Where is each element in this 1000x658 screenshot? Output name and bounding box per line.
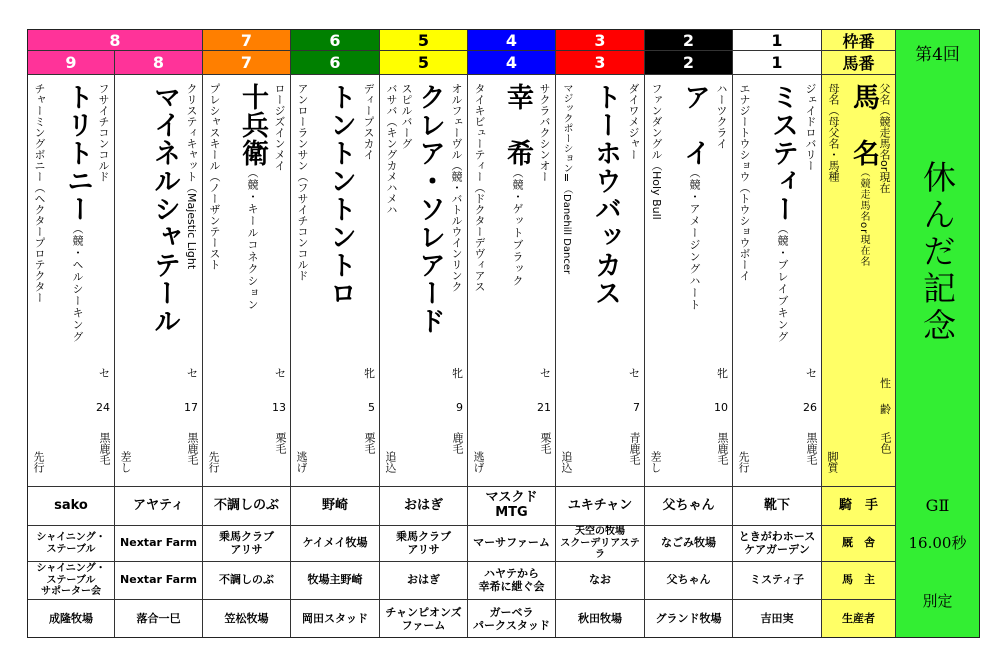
sex: セ [540,367,551,380]
breeder: 岡田スタッド [302,612,368,626]
umaban-header: 1 [733,51,821,75]
sex: 牝 [452,367,463,380]
umaban-header: 3 [556,51,644,75]
legend-body [822,75,895,487]
stable: Nextar Farm [115,526,202,562]
horse-name [763,83,802,343]
race-grade: GⅡ [925,496,950,515]
running-style: 逃げ [295,451,308,473]
entry-column-4 [468,30,556,637]
jockey: ユキチャン [556,487,644,526]
race-time: 16.00秒 [908,534,967,552]
owner: シャイニング・ ステーブル サポーター会 [28,562,114,600]
stable: なごみ牧場 [645,526,732,562]
entry-column-9 [28,30,121,637]
waku-header: 6 [291,30,379,51]
horse-name: マイネルシャテール [149,83,180,335]
waku-header: 8 [28,30,203,51]
coat-color: 黒鹿毛 [805,432,818,465]
umaban-header: 6 [291,51,379,75]
sire-name: ハーツクライ [715,83,728,149]
entry-body [468,75,555,487]
legend-breeder: 生産者 [842,612,875,626]
race-condition: 別定 [922,592,953,610]
coat-color: 栗毛 [274,432,287,454]
waku-header: 7 [203,30,290,51]
age: 24 [96,401,110,414]
dam-name: アンローランサン（フサイチコンコルド [296,83,309,281]
stable: ときがわホース ケアガーデン [733,526,821,562]
legend-coat: 毛色 [879,432,892,454]
breeder: チャンピオンズ ファーム [385,605,462,632]
running-style: 先行 [32,451,45,473]
coat-color: 黒鹿毛 [716,432,729,465]
race-name [896,160,979,460]
stable: 乗馬クラブ アリサ [203,526,290,562]
legend-style: 脚質 [826,451,839,473]
running-style: 差し [119,451,132,473]
jockey: 不調しのぶ [203,487,290,526]
dam-name: エナジートウショウ（トウショウボーイ [738,83,751,281]
coat-color: 鹿毛 [451,432,464,454]
coat-color: 黒鹿毛 [186,432,199,465]
sire-name: ジェイドロバリー [804,83,817,171]
entry-body [203,75,290,487]
owner: 牧場主野崎 [291,562,379,600]
horse-name: トーホウバッカス [590,83,621,307]
owner: 父ちゃん [645,562,732,600]
entry-column-7 [203,30,291,637]
running-style: 逃げ [472,451,485,473]
entry-body [291,75,379,487]
horse-name-text: 幸 希 [502,83,533,167]
sire-name: クリスティキャット（Majestic Light [185,83,198,270]
jockey: 靴下 [733,487,821,526]
age: 9 [456,401,463,414]
sex: 牝 [717,367,728,380]
horse-name [58,83,97,343]
umaban-header: 5 [380,51,467,75]
breeder: ガーベラ パークスタッド [473,605,550,632]
legend-column [822,30,896,637]
sex: 牝 [364,367,375,380]
waku-header: 4 [468,30,555,51]
breeder: 吉田実 [760,612,794,626]
horse-name [675,83,714,311]
legend-umaban: 馬番 [822,51,895,75]
owner: Nextar Farm [115,562,202,600]
legend-horse-text: 馬 名 [848,83,879,167]
horse-name [498,83,537,287]
coat-color: 青鹿毛 [628,432,641,465]
entry-body [733,75,821,487]
jockey: アヤティ [115,487,202,526]
umaban-header: 4 [468,51,555,75]
entry-column-6 [291,30,380,637]
breeder: グランド牧場 [655,612,722,626]
sex: セ [275,367,286,380]
sire-name-2: スピルバーグ [400,83,413,149]
age: 5 [368,401,375,414]
breeder: 秋田牧場 [578,612,622,626]
legend-horse [844,83,883,267]
age: 17 [184,401,198,414]
running-style: 先行 [207,451,220,473]
sire-name: フサイチコンコルド [97,83,110,182]
owner: おはぎ [380,562,467,600]
age: 10 [714,401,728,414]
age: 7 [633,401,640,414]
sex: セ [629,367,640,380]
entry-column-2 [645,30,733,637]
umaban-header: 8 [115,51,202,75]
jockey: 野崎 [291,487,379,526]
stable: マーサファーム [468,526,555,562]
entry-column-8 [115,30,203,637]
owner: 不調しのぶ [203,562,290,600]
horse-name-suffix: （競・ブレイブキング [776,223,789,343]
coat-color: 黒鹿毛 [98,432,111,465]
entry-body [556,75,644,487]
jockey: 父ちゃん [645,487,732,526]
sire-name: オルフェーヴル（競・バトルウインリンク [450,83,463,292]
sire-name: サクラバクシンオー [538,83,551,182]
owner: なお [556,562,644,600]
jockey: おはぎ [380,487,467,526]
race-info-sidebar [896,30,979,637]
entry-body [380,75,467,487]
horse-name [233,83,272,311]
sire-name: ダイワメジャー [627,83,640,160]
coat-color: 栗毛 [363,432,376,454]
sex: セ [187,367,198,380]
waku-header: 5 [380,30,467,51]
horse-name-text: 十兵衛 [237,83,268,167]
legend-dam: 母名（母父名・馬種 [827,83,840,182]
horse-name-suffix: （競・アメージングハート [688,167,701,311]
legend-stable: 厩 舎 [822,526,895,562]
stable: 天空の牧場 スクーデリアステラ [556,526,644,562]
sex: セ [806,367,817,380]
dam-name: タイキビューティー（ドクターデヴィアス [473,83,486,292]
waku-header: 3 [556,30,644,51]
dam-name: マジックポーションⅡ（Danehill Dancer [561,83,572,275]
horse-name-suffix: （競・ヘルシーキング [71,223,84,343]
horse-name: クレア・ソレアード [414,83,445,335]
breeder: 成隆牧場 [49,612,93,626]
breeder: 落合一巳 [136,612,181,626]
waku-header: 2 [645,30,732,51]
stable: 乗馬クラブ アリサ [380,526,467,562]
owner: ハヤテから 幸希に紲ぐ会 [468,562,555,600]
age: 13 [272,401,286,414]
dam-name: バサバ（キングカメハメハ [385,83,398,215]
legend-age: 齢 [880,403,891,416]
dam-name: ファンダングル（Holy Bull [650,83,663,220]
entry-body [645,75,732,487]
race-number: 第4回 [915,45,960,65]
legend-jockey: 騎 手 [822,487,895,526]
stable: シャイニング・ ステーブル [28,526,114,562]
breeder: 笠松牧場 [224,612,269,626]
sire-name: ディープスカイ [362,83,375,160]
horse-name-suffix: （競・ゲットブラック [511,167,524,287]
race-name-text: 休んだ記念 [918,160,957,345]
jockey: sako [28,487,114,526]
owner: ミスティ子 [733,562,821,600]
stable: ケイメイ牧場 [291,526,379,562]
running-style: 差し [649,451,662,473]
umaban-header: 7 [203,51,290,75]
legend-owner: 馬 主 [822,562,895,600]
legend-horse-suffix: （競走馬名or現在名 [858,167,869,268]
entry-body [115,75,202,487]
horse-name-text: ミスティー [767,83,798,223]
entry-column-3 [556,30,645,637]
horse-name: トントントントロ [325,83,356,307]
jockey: マスクド MTG [468,487,555,526]
coat-color: 栗毛 [539,432,552,454]
entry-column-5 [380,30,468,637]
running-style: 先行 [737,451,750,473]
age: 26 [803,401,817,414]
sex: セ [99,367,110,380]
running-style: 追込 [384,451,397,473]
horse-name-suffix: （競・キールコネクション [246,167,259,311]
umaban-header: 2 [645,51,732,75]
legend-sex: 性 [880,377,891,390]
sire-name: ロージズインメイ [273,83,286,171]
legend-waku: 枠番 [822,30,895,51]
dam-name: プレシャスキール（ノーザンテースト [208,83,221,270]
entry-column-1 [733,30,822,637]
race-card [27,29,980,638]
running-style: 追込 [560,451,573,473]
age: 21 [537,401,551,414]
horse-name-text: トリトニー [62,83,93,223]
horse-name-text: ア イ [679,83,710,167]
dam-name: チャーミングボニー（ヘクタープロテクター [33,83,46,303]
entry-body [28,75,114,487]
umaban-header: 9 [28,51,114,75]
legend-sire: 父名（競走馬名or現在 [878,83,891,194]
waku-header: 1 [733,30,821,51]
